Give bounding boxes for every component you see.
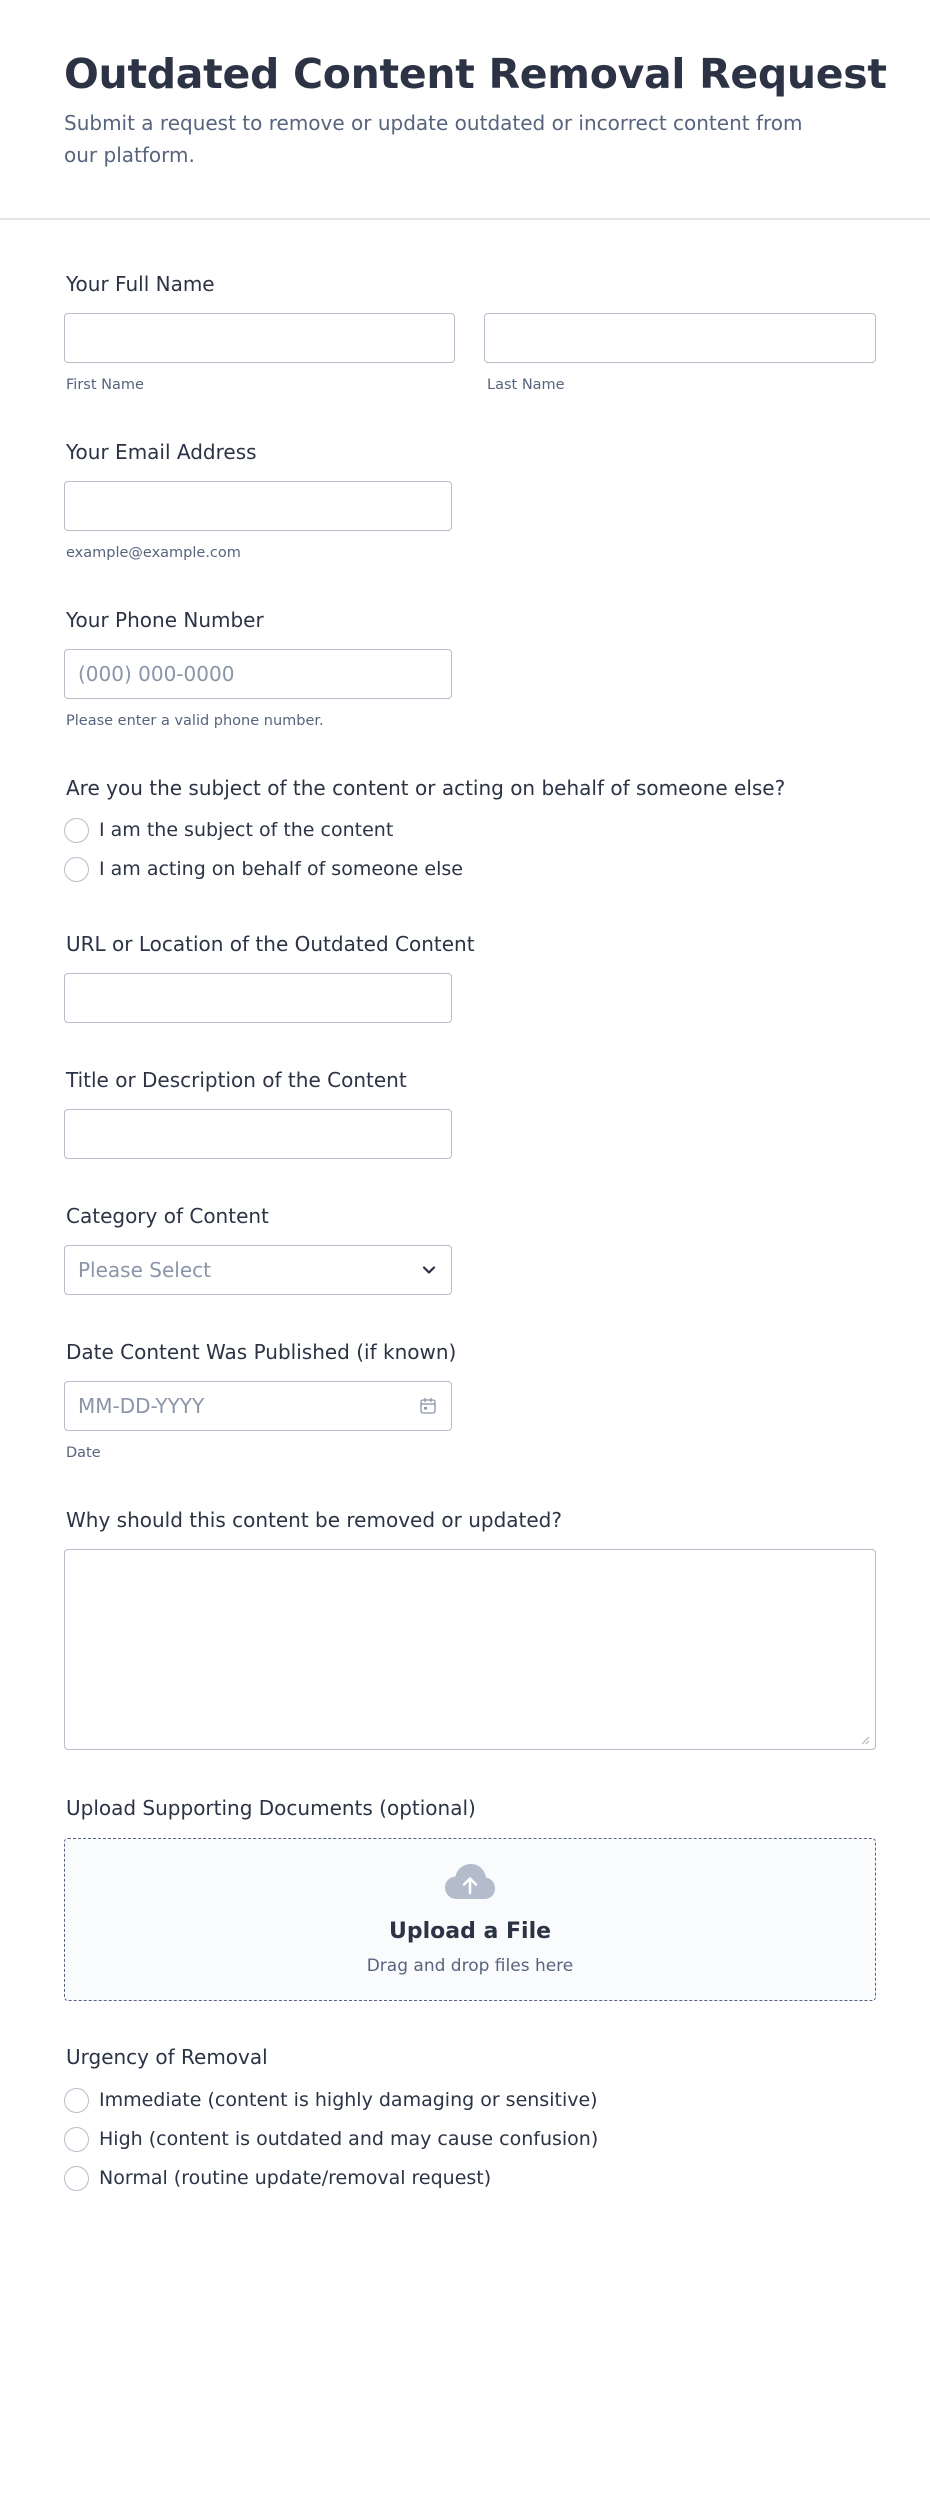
urgency-label: Urgency of Removal bbox=[66, 2045, 268, 2069]
radio-button[interactable] bbox=[64, 2166, 89, 2191]
radio-option-label: I am the subject of the content bbox=[99, 819, 394, 841]
page-subtitle: Submit a request to remove or update outdated or incorrect content from our platform. bbox=[64, 111, 803, 167]
radio-button[interactable] bbox=[64, 2088, 89, 2113]
last-name-sublabel: Last Name bbox=[487, 377, 565, 393]
last-name-input[interactable] bbox=[484, 313, 876, 363]
category-select[interactable] bbox=[64, 1245, 452, 1295]
radio-button[interactable] bbox=[64, 857, 89, 882]
radio-option-subject[interactable] bbox=[64, 817, 393, 843]
radio-button[interactable] bbox=[64, 2127, 89, 2152]
upload-title: Upload a File bbox=[388, 1919, 552, 1944]
resize-handle-icon[interactable] bbox=[860, 1735, 870, 1745]
reason-label: Why should this content be removed or updated? bbox=[66, 1508, 562, 1532]
radio-option-immediate[interactable] bbox=[64, 2087, 598, 2113]
date-sublabel: Date bbox=[66, 1445, 101, 1461]
date-label: Date Content Was Published (if known) bbox=[66, 1340, 457, 1364]
phone-input[interactable] bbox=[64, 649, 452, 699]
form-header bbox=[0, 0, 930, 220]
radio-button[interactable] bbox=[64, 818, 89, 843]
file-upload-dropzone[interactable] bbox=[64, 1838, 876, 2001]
chevron-down-icon bbox=[420, 1261, 438, 1279]
page-title: Outdated Content Removal Request bbox=[64, 50, 887, 98]
title-description-label: Title or Description of the Content bbox=[66, 1068, 407, 1092]
radio-option-label: I am acting on behalf of someone else bbox=[99, 858, 463, 880]
url-input[interactable] bbox=[64, 973, 452, 1023]
date-input[interactable] bbox=[64, 1381, 452, 1431]
email-label: Your Email Address bbox=[66, 440, 257, 464]
subject-question-label: Are you the subject of the content or acting on behalf of someone else? bbox=[66, 776, 786, 800]
phone-label: Your Phone Number bbox=[66, 608, 264, 632]
first-name-input[interactable] bbox=[64, 313, 455, 363]
date-placeholder: MM-DD-YYYY bbox=[78, 1394, 205, 1418]
full-name-label: Your Full Name bbox=[66, 272, 215, 296]
reason-textarea[interactable] bbox=[64, 1549, 876, 1750]
title-description-input[interactable] bbox=[64, 1109, 452, 1159]
upload-label: Upload Supporting Documents (optional) bbox=[66, 1796, 476, 1820]
radio-option-label: Normal (routine update/removal request) bbox=[99, 2167, 492, 2189]
radio-option-label: High (content is outdated and may cause confusion) bbox=[99, 2128, 599, 2150]
phone-hint: Please enter a valid phone number. bbox=[66, 713, 324, 729]
first-name-sublabel: First Name bbox=[66, 377, 144, 393]
radio-option-on-behalf[interactable] bbox=[64, 856, 463, 882]
radio-option-high[interactable] bbox=[64, 2126, 598, 2152]
email-hint: example@example.com bbox=[66, 545, 241, 561]
url-label: URL or Location of the Outdated Content bbox=[66, 932, 475, 956]
cloud-upload-icon bbox=[444, 1863, 496, 1903]
upload-subtitle: Drag and drop files here bbox=[366, 1956, 574, 1976]
email-input[interactable] bbox=[64, 481, 452, 531]
radio-option-normal[interactable] bbox=[64, 2165, 491, 2191]
radio-option-label: Immediate (content is highly damaging or sensitive) bbox=[99, 2089, 598, 2111]
category-label: Category of Content bbox=[66, 1204, 269, 1228]
category-selected-value: Please Select bbox=[78, 1258, 211, 1282]
calendar-icon[interactable] bbox=[419, 1397, 437, 1415]
